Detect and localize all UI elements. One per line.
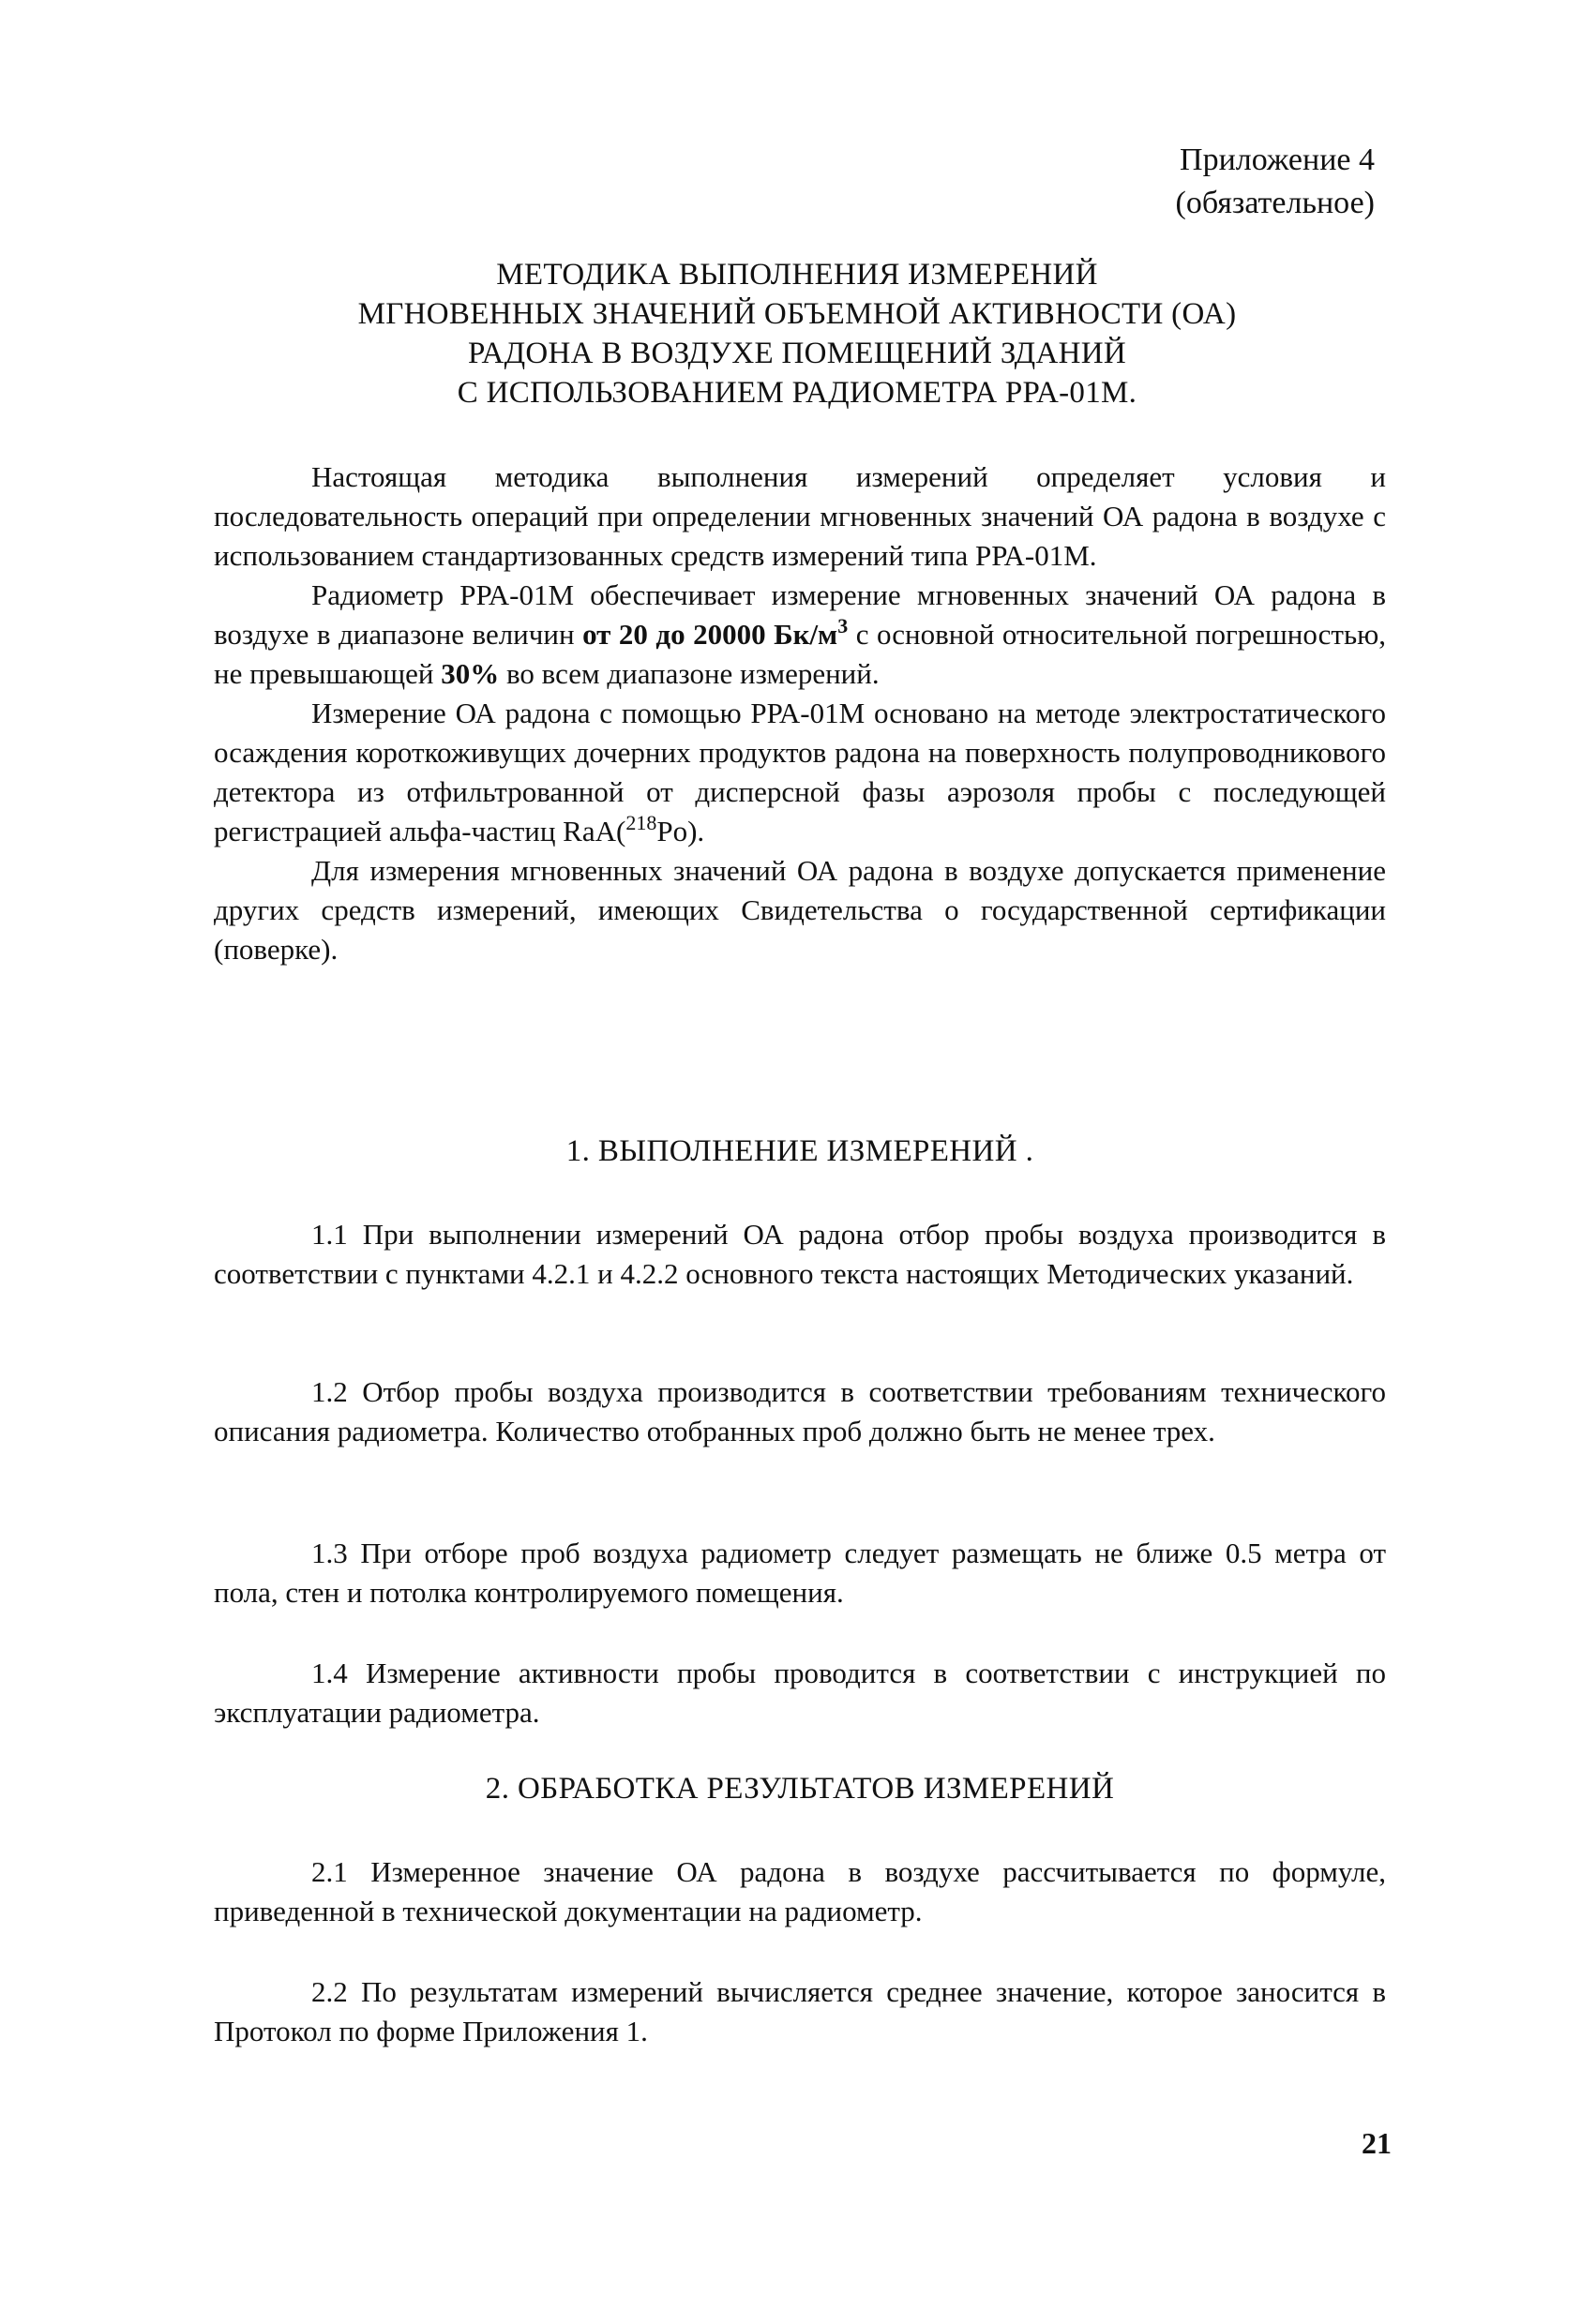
paragraph-1-1: 1.1 При выполнении измерений ОА радона отбор пробы воздуха производится в соответствии с пунктами 4.2.1 и 4.2.2 основного текста настоящих Методических указаний. — [214, 1218, 1386, 1290]
intro-paragraph-1: Настоящая методика выполнения измерений определяет условия и последовательность операций при определении мгновенных значений ОА радона в воздухе с использованием стандартизованных средств измерений типа РРА-01М. — [214, 460, 1386, 572]
section-1-heading: 1. ВЫПОЛНЕНИЕ ИЗМЕРЕНИЙ . — [565, 1134, 1034, 1168]
p2-range-exponent: 3 — [837, 614, 849, 637]
appendix-status: (обязательное) — [1175, 186, 1375, 220]
p2-text-b: с основной относительной погрешностью, не превышающей — [214, 618, 1387, 690]
intro-paragraph-4: Для измерения мгновенных значений ОА радона в воздухе допускается применение других средств измерений, имеющих Свидетельства о государственной сертификации (поверке). — [214, 854, 1386, 966]
p2-range-text: от 20 до 20000 Бк/м — [582, 618, 838, 651]
title-line-1: МЕТОДИКА ВЫПОЛНЕНИЯ ИЗМЕРЕНИЙ — [496, 258, 1098, 292]
section-1-item-1-4 — [214, 1654, 1386, 1732]
p2-text-c: во всем диапазоне измерений. — [499, 657, 880, 690]
appendix-label — [1176, 139, 1376, 225]
paragraph-2-1: 2.1 Измеренное значение ОА радона в воздухе рассчитывается по формуле, приведенной в технической документации на радиометр. — [214, 1855, 1386, 1927]
p3-text-b: Po). — [656, 815, 705, 847]
title-line-3: РАДОНА В ВОЗДУХЕ ПОМЕЩЕНИЙ ЗДАНИЙ — [468, 337, 1126, 370]
section-2-item-2-2 — [214, 1972, 1386, 2051]
document-title — [216, 255, 1378, 412]
paragraph-1-4: 1.4 Измерение активности пробы проводится в соответствии с инструкцией по эксплуатации радиометра. — [214, 1657, 1386, 1729]
p2-range — [582, 614, 849, 651]
p3-isotope-exponent: 218 — [625, 811, 657, 834]
intro-section — [214, 457, 1386, 969]
section-1-item-1-3 — [214, 1534, 1386, 1612]
title-line-4: С ИСПОЛЬЗОВАНИЕМ РАДИОМЕТРА РРА-01М. — [457, 376, 1137, 410]
section-2-heading: 2. ОБРАБОТКА РЕЗУЛЬТАТОВ ИЗМЕРЕНИЙ — [485, 1772, 1115, 1806]
intro-paragraph-2 — [214, 576, 1386, 694]
appendix-number: Приложение 4 — [1180, 142, 1375, 177]
p3-text-a: Измерение ОА радона с помощью РРА-01М основано на методе электростатического осаждения короткоживущих дочерних продуктов радона на поверхность полупроводникового детектора из отфильтрованной от дисперсной фазы аэрозоля пробы с последующей регистрацией альфа-частиц RaA( — [214, 697, 1386, 847]
section-1-item-1-2 — [214, 1372, 1386, 1451]
paragraph-1-2: 1.2 Отбор пробы воздуха производится в соответствии требованиям технического описания радиометра. Количество отобранных проб должно быть не менее трех. — [214, 1375, 1386, 1447]
section-1-item-1-1 — [214, 1215, 1386, 1294]
title-line-2: МГНОВЕННЫХ ЗНАЧЕНИЙ ОБЪЕМНОЙ АКТИВНОСТИ (ОА) — [357, 297, 1237, 331]
p2-text-a: Радиометр РРА-01М обеспечивает измерение мгновенных значений ОА радона в воздухе в диапазоне величин — [214, 578, 1386, 651]
paragraph-1-3: 1.3 При отборе проб воздуха радиометр следует размещать не ближе 0.5 метра от пола, стен и потолка контролируемого помещения. — [214, 1537, 1386, 1609]
p2-percent: 30% — [441, 657, 500, 690]
intro-paragraph-3 — [214, 694, 1386, 851]
paragraph-2-2: 2.2 По результатам измерений вычисляется среднее значение, которое заносится в Протокол по форме Приложения 1. — [214, 1975, 1386, 2047]
page-number: 21 — [1362, 2126, 1392, 2160]
section-2-item-2-1 — [214, 1852, 1386, 1931]
